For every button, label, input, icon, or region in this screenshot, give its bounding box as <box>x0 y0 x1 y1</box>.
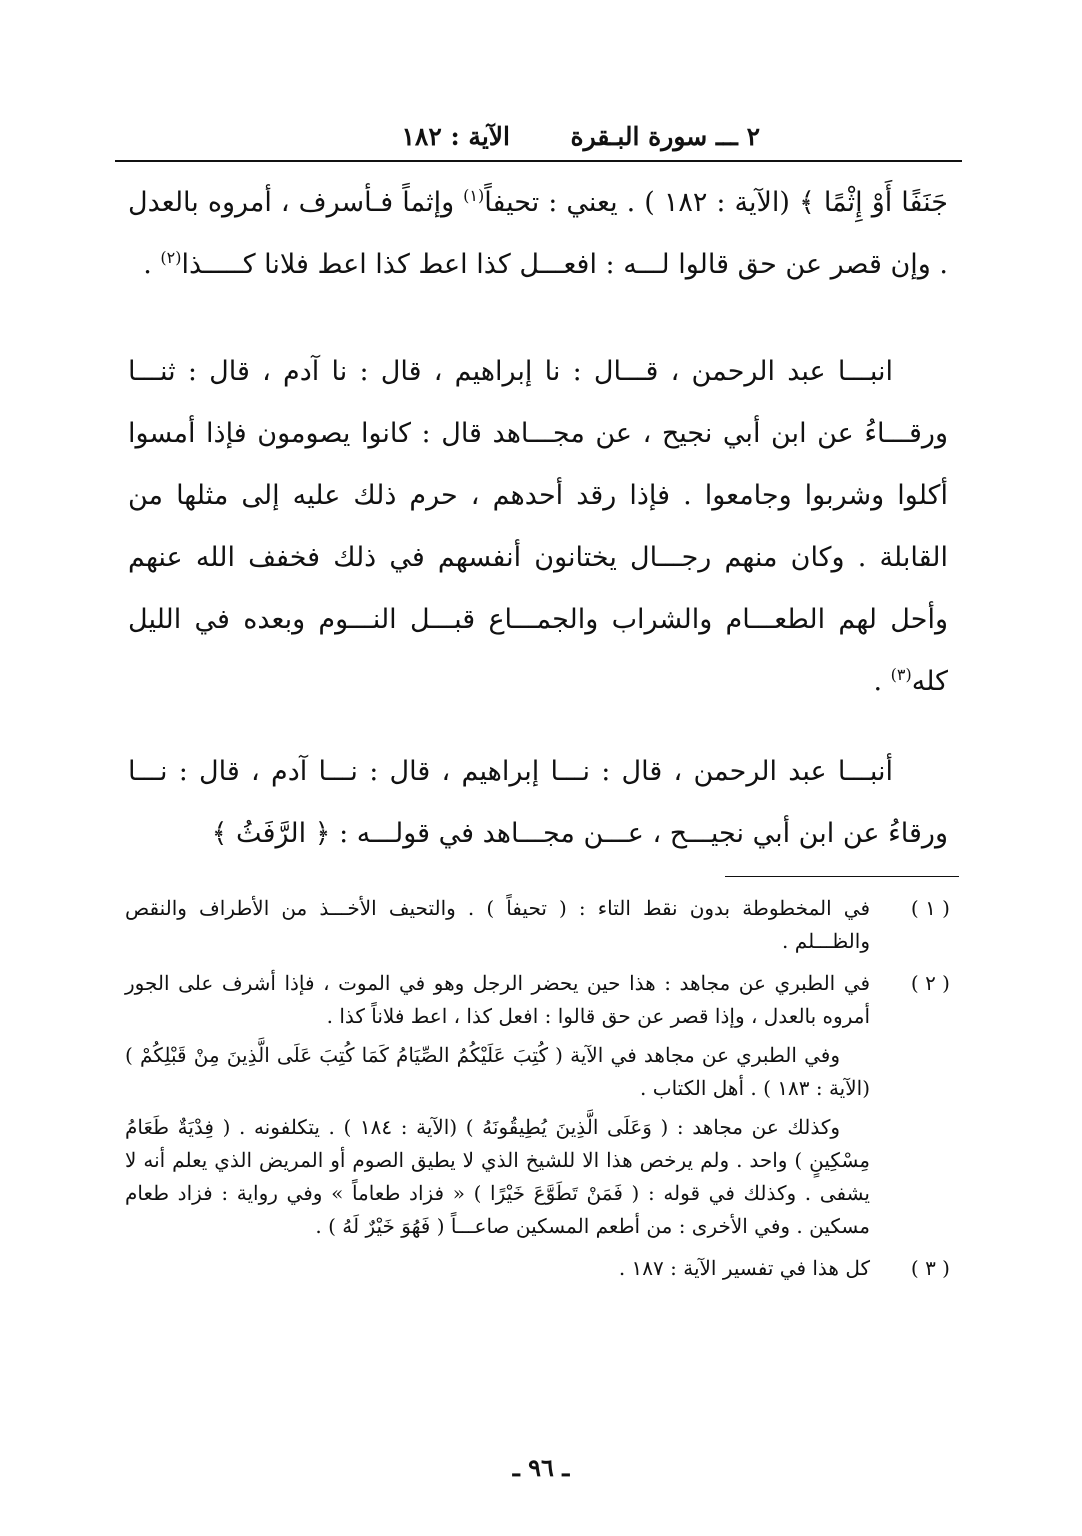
paragraph-1-text-c: . <box>143 249 152 280</box>
running-header <box>115 118 960 158</box>
footnote-text-continued: وكذلك عن مجاهد : ( وَعَلَى الَّذِينَ يُطِيقُونَهُ ) (الآية : ١٨٤ ) . يتكلفونه . ( فِدْيَةٌ طَعَامُ مِسْكِينٍ ) واحد . ولم يرخص هذا الا للشيخ الذي لا يطيق الصوم أو المريض الذي يعلم أنه لا يشفى . وكذلك في قوله : ( فَمَنْ تَطَوَّعَ خَيْرًا ) « فزاد طعاماً » وفي رواية : فزاد طعام مسكين . وفي الأخرى : من أطعم المسكين صاعـــاً ( فَهُوَ خَيْرٌ لَهُ ) . <box>125 1115 870 1238</box>
footnote-text-continued: وفي الطبري عن مجاهد في الآية ( كُتِبَ عَلَيْكُمُ الصِّيَامُ كَمَا كُتِبَ عَلَى الَّذِينَ مِنْ قَبْلِكُمْ ) (الآية : ١٨٣ ) . أهل الكتاب . <box>125 1043 870 1100</box>
paragraph-2 <box>128 341 948 713</box>
footnote-number: ( ١ ) <box>910 896 950 920</box>
paragraph-1-text-b: وإثماً فـأسرف ، أمروه بالعدل . وإن قصر عن حق قالوا لـــه : افعـــل كذا اعط كذا اعط فلانا كـــــذا <box>128 187 948 280</box>
header-divider <box>115 160 962 162</box>
page-number: ـ ٩٦ ـ <box>512 1453 570 1482</box>
footnote-2 <box>125 967 950 1243</box>
footnote-divider <box>725 876 959 877</box>
paragraph-2-text-a: انبـــا عبد الرحمن ، قـــال : نا إبراهيم ، قال : نا آدم ، قال : ثنـــا ورقـــاءُ عن ابن أبي نجيح ، عن مجـــاهد قال : كانوا يصومون فإذا أمسوا أكلوا وشربوا وجامعوا . فإذا رقد أحدهم ، حرم ذلك عليه إلى مثلها من القابلة . وكان منهم رجـــال يختانون أنفسهم في ذلك فخفف الله عنهم وأحل لهم الطعـــام والشراب والجمـــاع قبـــل النـــوم وبعده في الليل كله <box>128 356 948 697</box>
footnote-text: في المخطوطة بدون نقط التاء : ( تحيفاً ) . والتحيف الأخـــذ من الأطراف والنقص والظـــلم . <box>125 896 870 953</box>
paragraph-1 <box>128 172 948 296</box>
footnote-ref-2: (٢) <box>160 248 182 267</box>
footnote-1 <box>125 892 950 958</box>
main-text <box>128 172 948 865</box>
paragraph-1-text-a: جَنَفًا أَوْ إِثْمًا ﴾ (الآية : ١٨٢ ) . يعني : تحيفاً <box>484 187 949 218</box>
footnote-text: كل هذا في تفسير الآية : ١٨٧ . <box>618 1256 870 1280</box>
sura-title: ٢ ـــ سورة البـقرة <box>570 122 760 151</box>
footnote-3 <box>125 1252 950 1285</box>
paragraph-2-text-b: . <box>873 666 883 697</box>
footnote-ref-1: (١) <box>463 186 485 205</box>
paragraph-3: أنبـــا عبد الرحمن ، قال : نـــا إبراهيم ، قال : نـــا آدم ، قال : نـــا ورقاءُ عن ابن أبي نجيـــح ، عـــن مجـــاهد في قولـــه : ﴿ الرَّفَثُ ﴾ <box>128 756 948 849</box>
footnotes <box>125 892 950 1294</box>
footnote-number: ( ٢ ) <box>910 971 950 995</box>
ayah-reference: الآية : ١٨٢ <box>401 122 510 151</box>
footnote-number: ( ٣ ) <box>910 1256 950 1280</box>
footnote-text: في الطبري عن مجاهد : هذا حين يحضر الرجل وهو في الموت ، فإذا أشرف على الجور أمروه بالعدل ، وإذا قصر عن حق قالوا : افعل كذا ، اعط فلاناً كذا . <box>125 971 870 1028</box>
footnote-ref-3: (٣) <box>890 665 912 684</box>
